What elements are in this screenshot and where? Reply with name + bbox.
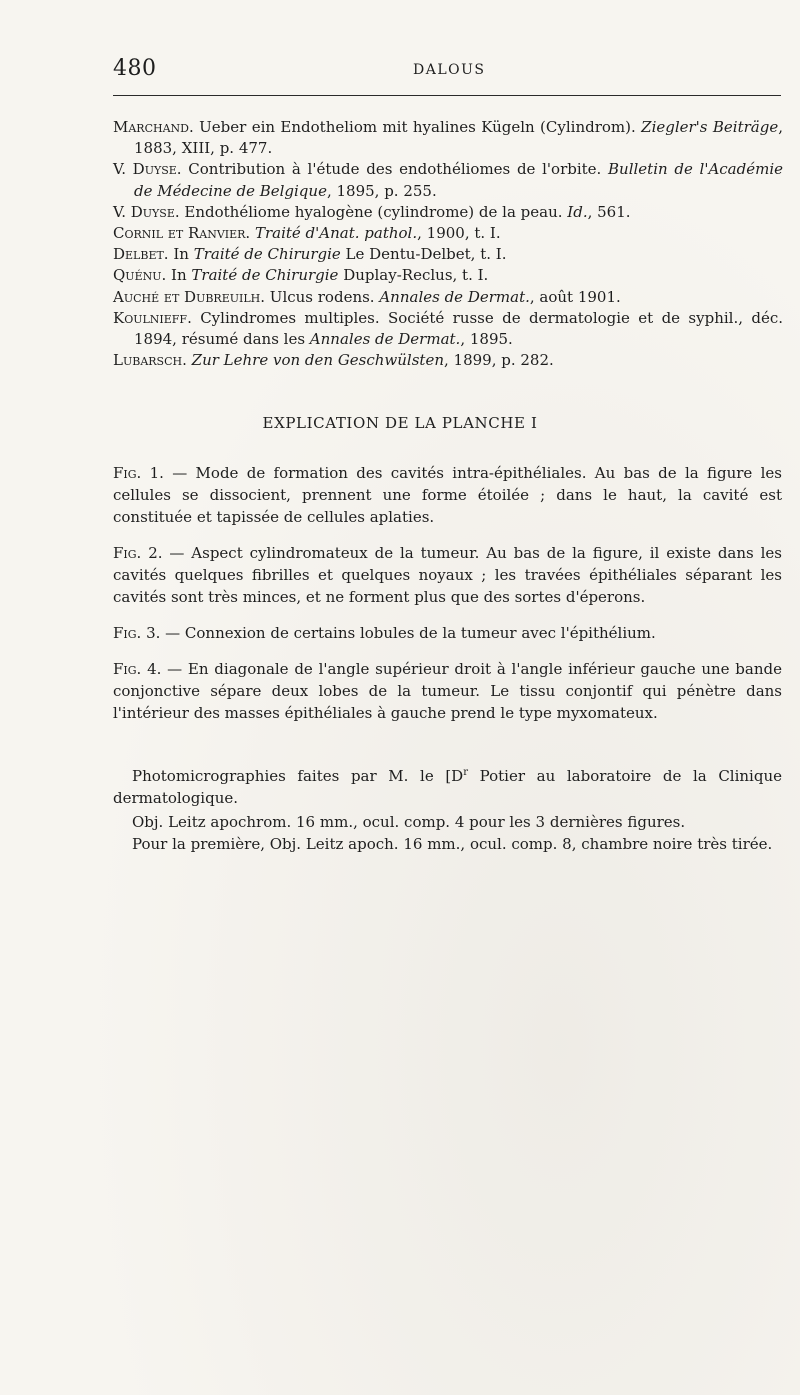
figure-item: Fig. 3. — Connexion de certains lobules de la tumeur avec l'épithélium. [113, 624, 656, 642]
figure-label: Fig. 1. [113, 464, 164, 482]
figure-item: Fig. 2. — Aspect cylindromateux de la tumeur. Au bas de la figure, il existe dans les cavités quelques fibrilles et quelques noyaux ; les travées épithéliales séparant les cavités sont très minces, et ne forment plus que des sortes d'éperons. [113, 544, 782, 606]
page-header [113, 52, 783, 92]
reference-item: V. Duyse. Endothéliome hyalogène (cylindrome) de la peau. Id., 561. [113, 202, 631, 221]
reference-item: Cornil et Ranvier. Traité d'Anat. pathol., 1900, t. I. [113, 224, 501, 243]
figure-item: Fig. 1. — Mode de formation des cavités intra-épithéliales. Au bas de la figure les cellules se dissocient, prennent une forme étoilée ; dans le haut, la cavité est constituée et tapissée de cellules aplaties. [113, 464, 782, 526]
reference-item: Auché et Dubreuilh. Ulcus rodens. Annales de Dermat., août 1901. [113, 287, 621, 306]
reference-item: Quénu. In Traité de Chirurgie Duplay-Reclus, t. I. [113, 266, 489, 285]
reference-item: Lubarsch. Zur Lehre von den Geschwülsten, 1899, p. 282. [113, 351, 554, 370]
reference-item: Koulnieff. Cylindromes multiples. Société russe de dermatologie et de syphil., déc. 1894, résumé dans les Annales de Dermat., 1895. [113, 308, 783, 349]
page-number: 480 [113, 56, 157, 81]
header-rule [113, 95, 781, 96]
objective-line: Obj. Leitz apochrom. 16 mm., ocul. comp. 4 pour les 3 dernières figures. [132, 813, 686, 831]
photo-notes [113, 765, 782, 855]
running-head: DALOUS [413, 62, 486, 78]
figure-item: Fig. 4. — En diagonale de l'angle supérieur droit à l'angle inférieur gauche une bande conjonctive sépare deux lobes de la tumeur. Le tissu conjontif qui pénètre dans l'intérieur des masses épithéliales à gauche prend le type myxomateux. [113, 660, 782, 722]
show-through-texture [140, 920, 780, 1345]
section-title: EXPLICATION DE LA PLANCHE I [262, 414, 538, 432]
reference-item: Marchand. Ueber ein Endotheliom mit hyalines Kügeln (Cylindrom). Ziegler's Beiträge, 1883, XIII, p. 477. [113, 118, 783, 158]
first-figure-line: Pour la première, Obj. Leitz apoch. 16 mm., ocul. comp. 8, chambre noire très tirée. [132, 835, 773, 853]
figure-label: Fig. 2. [113, 544, 163, 562]
figure-label: Fig. 4. [113, 660, 162, 678]
figure-label: Fig. 3. [113, 624, 161, 642]
figure-explanations [113, 462, 782, 738]
references-list [113, 117, 783, 371]
photo-credit: Photomicrographies faites par M. le [$D^r$ Potier au laboratoire de la Clinique dermatologique. [113, 767, 782, 807]
reference-item: Delbet. In Traité de Chirurgie Le Dentu-Delbet, t. I. [113, 245, 507, 264]
reference-item: V. Duyse. Contribution à l'étude des endothéliomes de l'orbite. Bulletin de l'Académie de Médecine de Belgique, 1895, p. 255. [113, 160, 784, 200]
